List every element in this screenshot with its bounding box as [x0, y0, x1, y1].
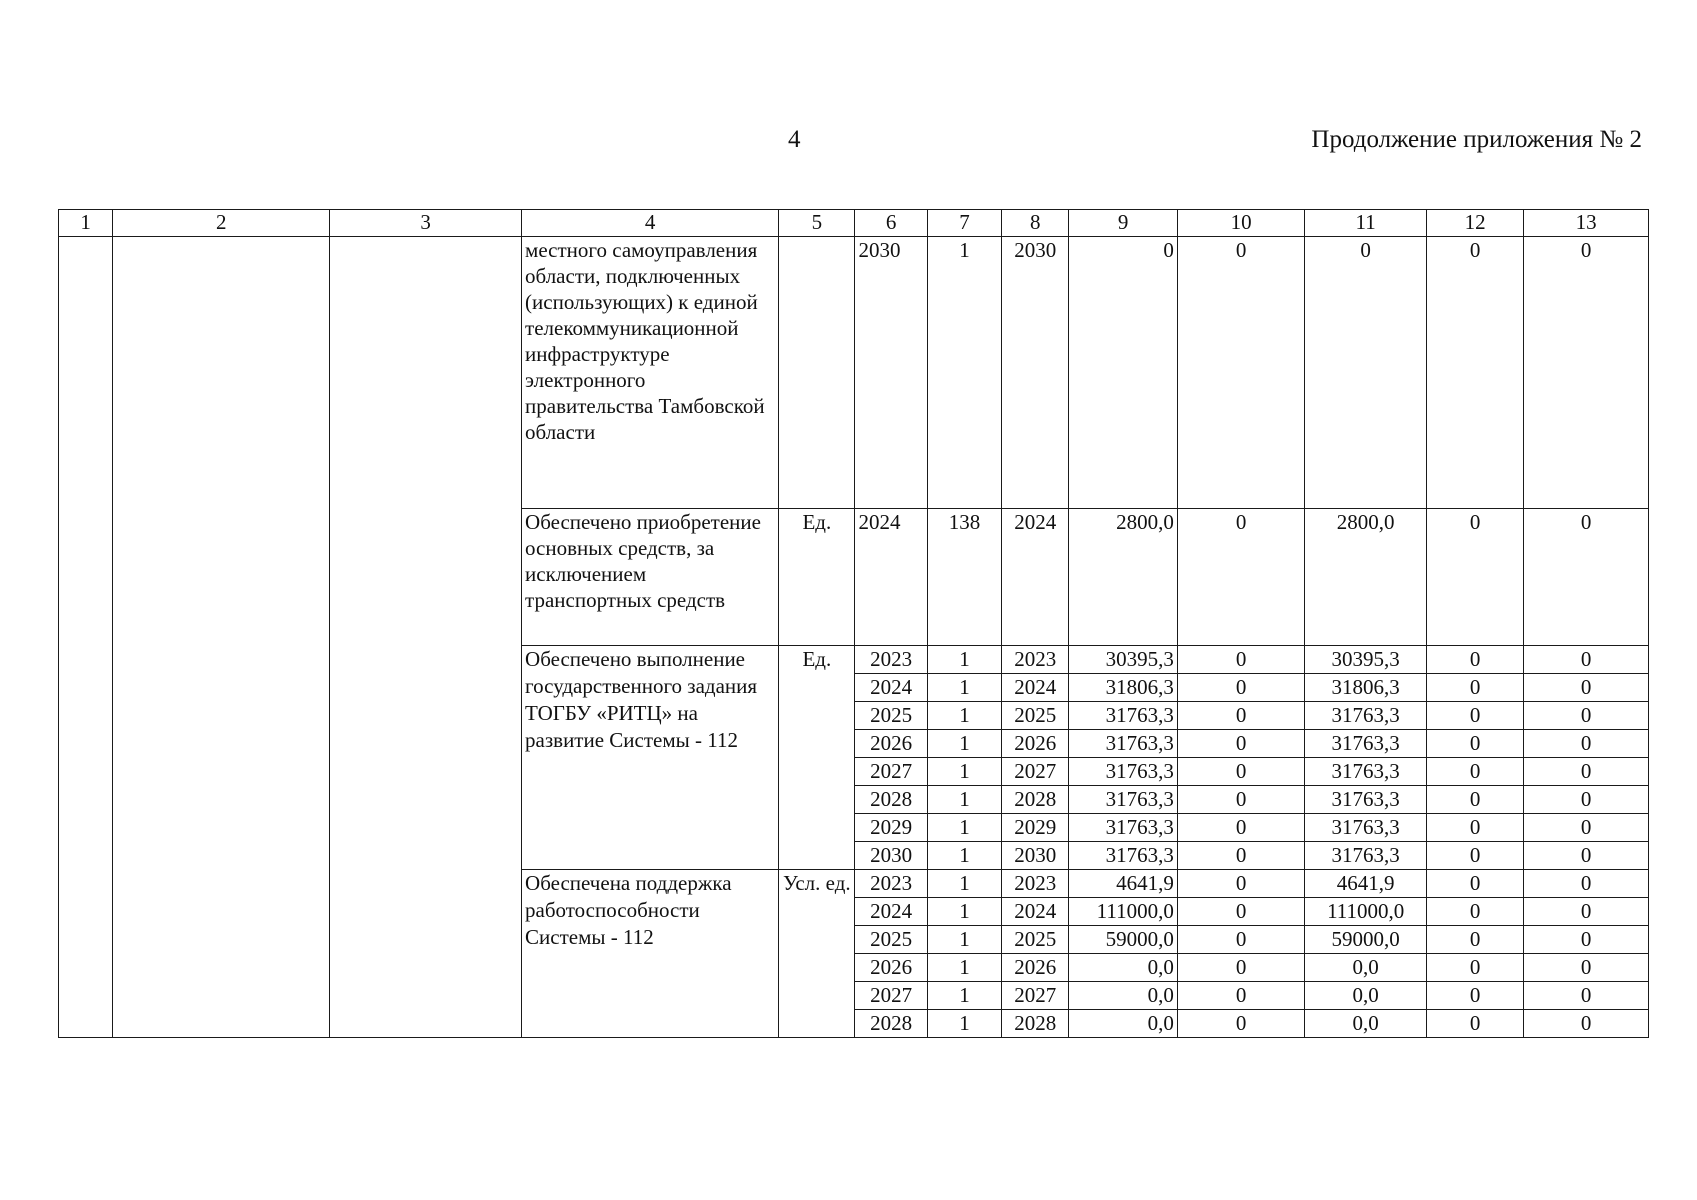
cell-column-13: 0 [1524, 814, 1649, 842]
cell-column-6: 2029 [855, 814, 927, 842]
appendix-title: Продолжение приложения № 2 [1311, 126, 1642, 153]
cell-column-9: 31763,3 [1069, 702, 1177, 730]
cell-column-8: 2028 [1002, 1010, 1069, 1038]
cell-column-7: 1 [927, 870, 1001, 898]
indicator-description: Обеспечено выполнение государственного задания ТОГБУ «РИТЦ» на развитие Системы - 112 [522, 646, 779, 870]
unit-of-measure: Ед. [779, 646, 855, 870]
cell-column-12: 0 [1426, 509, 1523, 646]
cell-column-11: 4641,9 [1305, 870, 1427, 898]
column-number-header: 4 [522, 210, 779, 237]
cell-column-11: 2800,0 [1305, 509, 1427, 646]
cell-column-12: 0 [1426, 842, 1523, 870]
column-number-header-row [59, 210, 1649, 237]
cell-column-8: 2028 [1002, 786, 1069, 814]
cell-column-13: 0 [1524, 842, 1649, 870]
cell-column-10: 0 [1177, 702, 1305, 730]
unit-of-measure [779, 237, 855, 509]
cell-column-6: 2025 [855, 702, 927, 730]
column-number-header: 7 [927, 210, 1001, 237]
cell-column-7: 1 [927, 814, 1001, 842]
cell-column-7: 1 [927, 237, 1001, 509]
cell-column-13: 0 [1524, 646, 1649, 674]
cell-column-6: 2028 [855, 1010, 927, 1038]
cell-column-13: 0 [1524, 674, 1649, 702]
cell-column-10: 0 [1177, 926, 1305, 954]
cell-column-13: 0 [1524, 1010, 1649, 1038]
cell-column-8: 2024 [1002, 674, 1069, 702]
cell-column-9: 0,0 [1069, 982, 1177, 1010]
cell-column-11: 111000,0 [1305, 898, 1427, 926]
cell-column-12: 0 [1426, 730, 1523, 758]
cell-column-13: 0 [1524, 898, 1649, 926]
cell-column-12: 0 [1426, 926, 1523, 954]
indicator-description: Обеспечено приобретение основных средств, за исключением транспортных средств [522, 509, 779, 646]
cell-column-7: 138 [927, 509, 1001, 646]
cell-column-13: 0 [1524, 237, 1649, 509]
cell-column-12: 0 [1426, 1010, 1523, 1038]
column-number-header: 3 [330, 210, 522, 237]
cell-column-10: 0 [1177, 730, 1305, 758]
column-number-header: 2 [113, 210, 330, 237]
cell-column-7: 1 [927, 842, 1001, 870]
cell-column-6: 2025 [855, 926, 927, 954]
cell-column-7: 1 [927, 954, 1001, 982]
cell-column-9: 0 [1069, 237, 1177, 509]
cell-column-6: 2024 [855, 674, 927, 702]
cell-column-12: 0 [1426, 870, 1523, 898]
cell-column-12: 0 [1426, 237, 1523, 509]
cell-column-6: 2030 [855, 237, 927, 509]
cell-column-13: 0 [1524, 509, 1649, 646]
cell-column-7: 1 [927, 674, 1001, 702]
cell-column-9: 31763,3 [1069, 730, 1177, 758]
cell-column-11: 59000,0 [1305, 926, 1427, 954]
appendix-table [58, 209, 1649, 1038]
cell-column-9: 4641,9 [1069, 870, 1177, 898]
cell-column-9: 2800,0 [1069, 509, 1177, 646]
cell-column-12: 0 [1426, 898, 1523, 926]
cell-column-9: 31763,3 [1069, 842, 1177, 870]
cell-column-7: 1 [927, 730, 1001, 758]
cell-column-9: 31806,3 [1069, 674, 1177, 702]
cell-column-10: 0 [1177, 674, 1305, 702]
column-number-header: 13 [1524, 210, 1649, 237]
cell-column-9: 59000,0 [1069, 926, 1177, 954]
cell-column-11: 31763,3 [1305, 786, 1427, 814]
cell-column-10: 0 [1177, 509, 1305, 646]
cell-column-8: 2029 [1002, 814, 1069, 842]
cell-column-8: 2027 [1002, 982, 1069, 1010]
cell-column-6: 2024 [855, 509, 927, 646]
cell-column-6: 2028 [855, 786, 927, 814]
cell-column-6: 2023 [855, 646, 927, 674]
column-number-header: 9 [1069, 210, 1177, 237]
cell-column-9: 31763,3 [1069, 758, 1177, 786]
cell-column-11: 31763,3 [1305, 702, 1427, 730]
cell-column-10: 0 [1177, 1010, 1305, 1038]
cell-column-10: 0 [1177, 898, 1305, 926]
cell-column-10: 0 [1177, 842, 1305, 870]
cell-column-13: 0 [1524, 954, 1649, 982]
cell-column-7: 1 [927, 898, 1001, 926]
cell-column-9: 0,0 [1069, 954, 1177, 982]
cell-column-10: 0 [1177, 237, 1305, 509]
cell-column-8: 2027 [1002, 758, 1069, 786]
column-number-header: 5 [779, 210, 855, 237]
cell-column-11: 31806,3 [1305, 674, 1427, 702]
cell-column-7: 1 [927, 926, 1001, 954]
unit-of-measure: Усл. ед. [779, 870, 855, 1038]
cell-column-8: 2030 [1002, 237, 1069, 509]
cell-column-9: 30395,3 [1069, 646, 1177, 674]
column-3-cell [330, 237, 522, 1038]
cell-column-13: 0 [1524, 926, 1649, 954]
cell-column-6: 2027 [855, 758, 927, 786]
cell-column-10: 0 [1177, 646, 1305, 674]
cell-column-11: 0 [1305, 237, 1427, 509]
cell-column-12: 0 [1426, 674, 1523, 702]
cell-column-12: 0 [1426, 702, 1523, 730]
cell-column-12: 0 [1426, 954, 1523, 982]
page-number: 4 [788, 126, 801, 153]
cell-column-12: 0 [1426, 646, 1523, 674]
cell-column-6: 2026 [855, 954, 927, 982]
cell-column-13: 0 [1524, 786, 1649, 814]
cell-column-8: 2024 [1002, 509, 1069, 646]
cell-column-13: 0 [1524, 730, 1649, 758]
cell-column-13: 0 [1524, 702, 1649, 730]
cell-column-9: 0,0 [1069, 1010, 1177, 1038]
column-1-cell [59, 237, 113, 1038]
indicator-description: Обеспечена поддержка работоспособности Системы - 112 [522, 870, 779, 1038]
cell-column-10: 0 [1177, 954, 1305, 982]
cell-column-10: 0 [1177, 786, 1305, 814]
cell-column-12: 0 [1426, 814, 1523, 842]
table-row [59, 237, 1649, 509]
cell-column-13: 0 [1524, 870, 1649, 898]
cell-column-11: 31763,3 [1305, 758, 1427, 786]
cell-column-6: 2030 [855, 842, 927, 870]
cell-column-6: 2027 [855, 982, 927, 1010]
cell-column-11: 0,0 [1305, 982, 1427, 1010]
column-number-header: 6 [855, 210, 927, 237]
cell-column-6: 2024 [855, 898, 927, 926]
cell-column-13: 0 [1524, 982, 1649, 1010]
indicator-description: местного самоуправления области, подключенных (использующих) к единой телекоммуникационной инфраструктуре электронного правительства Тамбовской области [522, 237, 779, 509]
cell-column-8: 2024 [1002, 898, 1069, 926]
cell-column-13: 0 [1524, 758, 1649, 786]
cell-column-8: 2026 [1002, 730, 1069, 758]
cell-column-8: 2023 [1002, 646, 1069, 674]
column-number-header: 11 [1305, 210, 1427, 237]
cell-column-10: 0 [1177, 870, 1305, 898]
cell-column-9: 31763,3 [1069, 786, 1177, 814]
cell-column-6: 2026 [855, 730, 927, 758]
cell-column-7: 1 [927, 702, 1001, 730]
cell-column-7: 1 [927, 758, 1001, 786]
column-number-header: 8 [1002, 210, 1069, 237]
cell-column-10: 0 [1177, 982, 1305, 1010]
cell-column-12: 0 [1426, 758, 1523, 786]
cell-column-10: 0 [1177, 758, 1305, 786]
cell-column-11: 31763,3 [1305, 814, 1427, 842]
cell-column-8: 2025 [1002, 702, 1069, 730]
cell-column-11: 31763,3 [1305, 730, 1427, 758]
cell-column-12: 0 [1426, 786, 1523, 814]
cell-column-8: 2030 [1002, 842, 1069, 870]
cell-column-9: 31763,3 [1069, 814, 1177, 842]
cell-column-8: 2026 [1002, 954, 1069, 982]
cell-column-7: 1 [927, 786, 1001, 814]
cell-column-6: 2023 [855, 870, 927, 898]
cell-column-10: 0 [1177, 814, 1305, 842]
cell-column-9: 111000,0 [1069, 898, 1177, 926]
column-number-header: 1 [59, 210, 113, 237]
cell-column-8: 2025 [1002, 926, 1069, 954]
cell-column-11: 31763,3 [1305, 842, 1427, 870]
cell-column-11: 0,0 [1305, 954, 1427, 982]
cell-column-7: 1 [927, 982, 1001, 1010]
cell-column-8: 2023 [1002, 870, 1069, 898]
column-number-header: 10 [1177, 210, 1305, 237]
unit-of-measure: Ед. [779, 509, 855, 646]
cell-column-7: 1 [927, 1010, 1001, 1038]
cell-column-7: 1 [927, 646, 1001, 674]
column-number-header: 12 [1426, 210, 1523, 237]
cell-column-11: 0,0 [1305, 1010, 1427, 1038]
cell-column-12: 0 [1426, 982, 1523, 1010]
column-2-cell [113, 237, 330, 1038]
cell-column-11: 30395,3 [1305, 646, 1427, 674]
